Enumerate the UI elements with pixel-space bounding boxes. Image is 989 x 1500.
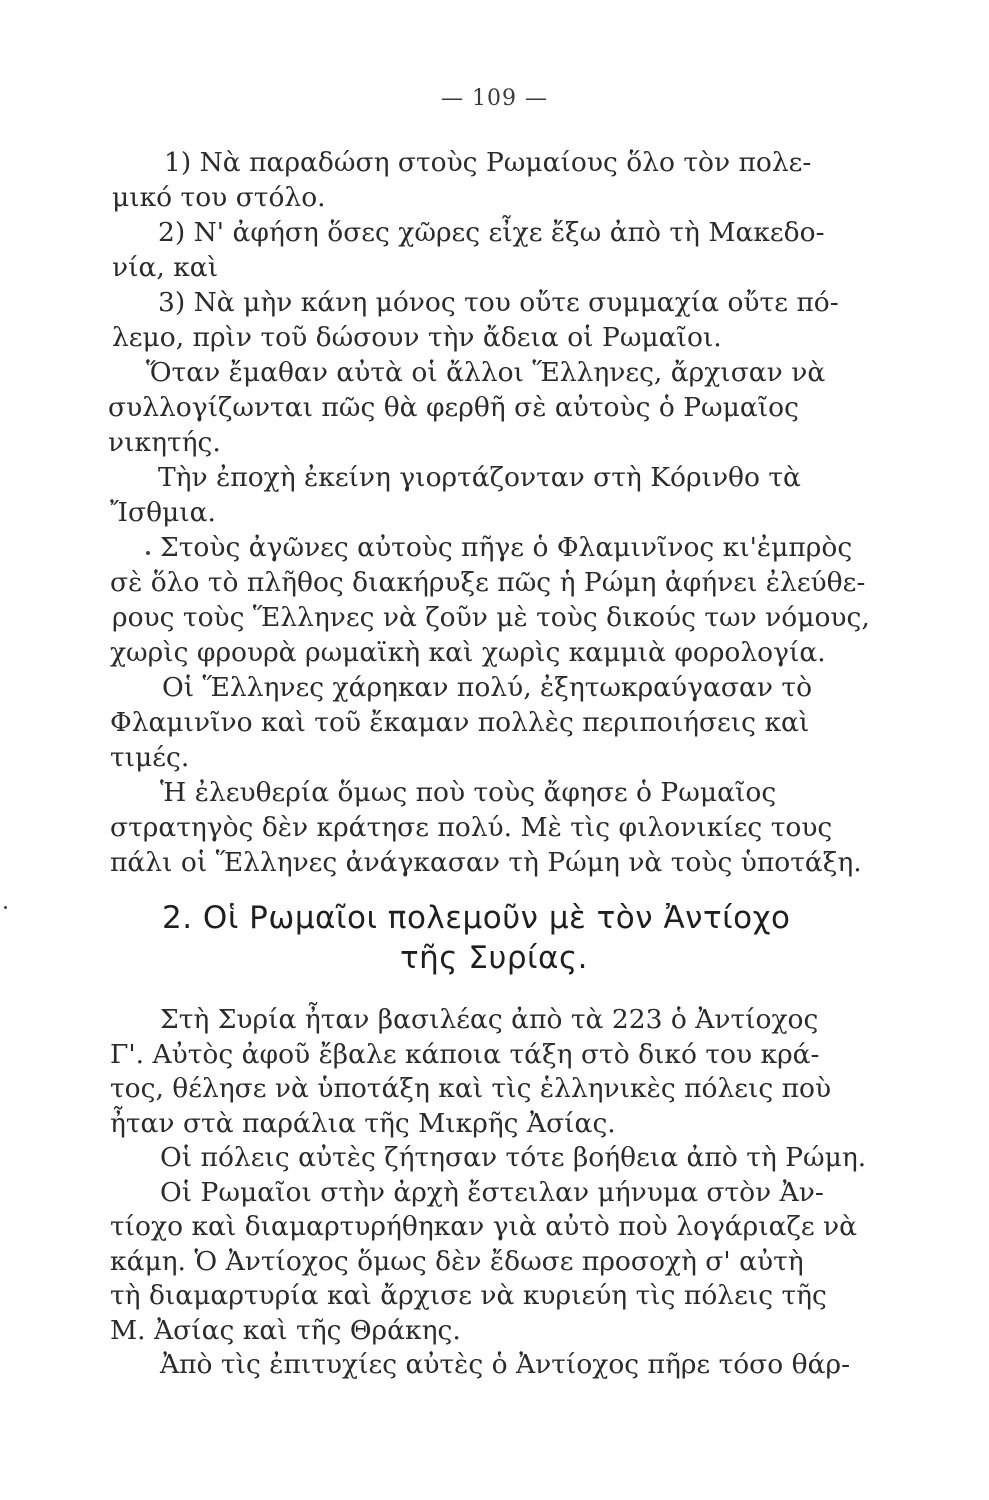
text-line: 2) Ν' ἀφήση ὅσες χῶρες εἶχε ἔξω ἀπὸ τὴ Μακεδο-	[158, 217, 825, 248]
text-line: σὲ ὅλο τὸ πλῆθος διακήρυξε πῶς ἡ Ρώμη ἀφήνει ἐλεύθε-	[110, 567, 866, 598]
text-line: Ἴσθμια.	[110, 497, 216, 528]
section-heading-line: 2. Οἱ Ρωμαῖοι πολεμοῦν μὲ τὸν Ἀντίοχο	[162, 900, 791, 936]
text-line: Οἱ Ρωμαῖοι στὴν ἀρχὴ ἔστειλαν μήνυμα στὸν Ἀν-	[160, 1176, 824, 1208]
text-line: τος, θέλησε νὰ ὑποτάξη καὶ τὶς ἑλληνικὲς πόλεις ποὺ	[110, 1073, 832, 1104]
section-heading-line: τῆς Συρίας.	[400, 940, 589, 976]
text-line: Φλαμινῖνο καὶ τοῦ ἔκαμαν πολλὲς περιποιήσεις καὶ	[110, 707, 810, 738]
text-line: μικό του στόλο.	[112, 182, 326, 213]
text-line: Ἀπὸ τὶς ἐπιτυχίες αὐτὲς ὁ Ἀντίοχος πῆρε τόσο θάρ-	[160, 1349, 851, 1380]
text-line: κάμη. Ὁ Ἀντίοχος ὅμως δὲν ἔδωσε προσοχὴ σ' αὐτὴ	[110, 1245, 804, 1277]
text-line: Γ'. Αὐτὸς ἀφοῦ ἔβαλε κάποια τάξη στὸ δικό του κρά-	[110, 1038, 820, 1070]
text-line: Ἡ ἐλευθερία ὅμως ποὺ τοὺς ἄφησε ὁ Ρωμαῖος	[160, 777, 777, 808]
text-line: 1) Νὰ παραδώση στοὺς Ρωμαίους ὅλο τὸν πολε-	[164, 147, 812, 178]
text-line: νικητής.	[108, 427, 221, 458]
text-line: τὴ διαμαρτυρία καὶ ἄρχισε νὰ κυριεύη τὶς πόλεις τῆς	[110, 1280, 827, 1311]
text-line: Στοὺς ἀγῶνες αὐτοὺς πῆγε ὁ Φλαμινῖνος κι'ἐμπρὸς	[160, 532, 853, 563]
text-line: Τὴν ἐποχὴ ἐκείνη γιορτάζονταν στὴ Κόρινθο τὰ	[158, 462, 801, 493]
print-speck	[146, 551, 150, 555]
text-line: Στὴ Συρία ἦταν βασιλέας ἀπὸ τὰ 223 ὁ Ἀντίοχος	[160, 1004, 819, 1035]
text-line: λεμο, πρὶν τοῦ δώσουν τὴν ἄδεια οἱ Ρωμαῖοι.	[112, 322, 722, 353]
text-line: Μ. Ἀσίας καὶ τῆς Θράκης.	[110, 1314, 461, 1346]
text-line: πάλι οἱ Ἕλληνες ἀνάγκασαν τὴ Ρώμη νὰ τοὺς ὑποτάξη.	[110, 847, 862, 878]
text-line: στρατηγὸς δὲν κράτησε πολύ. Μὲ τὶς φιλονικίες τους	[110, 812, 833, 843]
text-line: ἦταν στὰ παράλια τῆς Μικρῆς Ἀσίας.	[110, 1107, 616, 1139]
text-line: Ὅταν ἔμαθαν αὐτὰ οἱ ἄλλοι Ἕλληνες, ἄρχισαν νὰ	[146, 357, 826, 388]
text-line: νία, καὶ	[112, 252, 219, 283]
print-speck	[4, 906, 7, 909]
text-line: χωρὶς φρουρὰ ρωμαϊκὴ καὶ χωρὶς καμμιὰ φορολογία.	[110, 637, 826, 668]
text-line: τιμές.	[110, 742, 190, 773]
text-line: συλλογίζωνται πῶς θὰ φερθῆ σὲ αὐτοὺς ὁ Ρωμαῖος	[108, 392, 799, 423]
text-line: Οἱ Ἕλληνες χάρηκαν πολύ, ἐξητωκραύγασαν τὸ	[162, 672, 813, 703]
page-number: — 109 —	[441, 86, 548, 111]
text-line: Οἱ πόλεις αὐτὲς ζήτησαν τότε βοήθεια ἀπὸ τὴ Ρώμη.	[160, 1142, 867, 1173]
text-line: τίοχο καὶ διαμαρτυρήθηκαν γιὰ αὐτὸ ποὺ λογάριαζε νὰ	[110, 1211, 858, 1242]
text-line: 3) Νὰ μὴν κάνη μόνος του οὔτε συμμαχία οὔτε πό-	[158, 287, 839, 318]
text-line: ρους τοὺς Ἕλληνες νὰ ζοῦν μὲ τοὺς δικούς των νόμους,	[112, 602, 870, 633]
